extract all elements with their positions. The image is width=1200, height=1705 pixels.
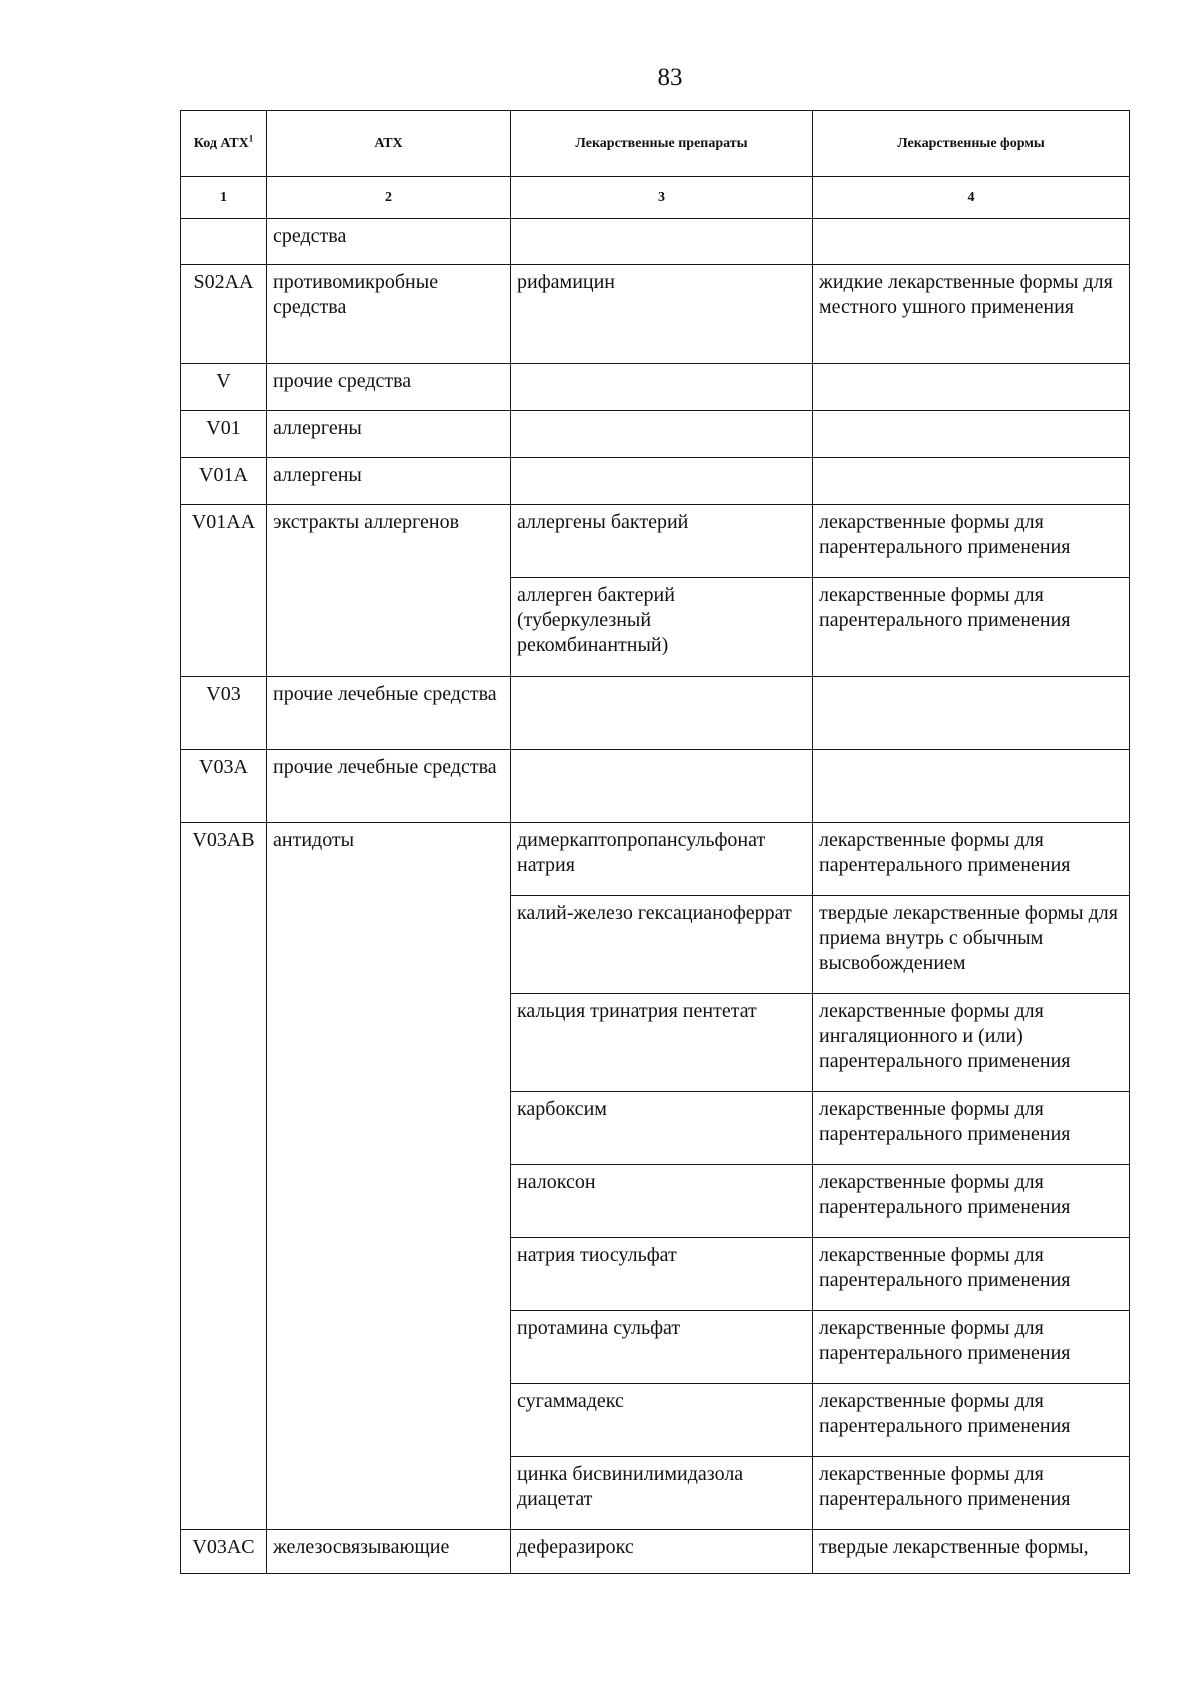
atx-name-cell: аллергены [267,411,511,458]
drug-cell: натрия тиосульфат [511,1238,813,1311]
header-atx: АТХ [267,111,511,177]
form-cell: лекарственные формы для парентерального применения [813,578,1130,677]
table-row [181,364,1130,411]
atx-name-cell: средства [267,219,511,265]
header-code: Код АТХ$^1$ [181,111,267,177]
drug-cell [511,677,813,750]
drug-cell: карбоксим [511,1092,813,1165]
table-row [181,505,1130,578]
atx-name-cell: прочие лечебные средства [267,677,511,750]
atx-code-cell: V01A [181,458,267,505]
form-cell [813,750,1130,823]
atx-code-cell [181,219,267,265]
atx-name-cell: прочие средства [267,364,511,411]
drug-cell: рифамицин [511,265,813,364]
form-cell: лекарственные формы для парентерального применения [813,1384,1130,1457]
form-cell: лекарственные формы для парентерального применения [813,1238,1130,1311]
atx-code-cell: V01AA [181,505,267,677]
drug-cell [511,411,813,458]
form-cell: лекарственные формы для парентерального применения [813,505,1130,578]
table-row [181,750,1130,823]
form-cell [813,364,1130,411]
drug-cell [511,219,813,265]
atx-name-cell: антидоты [267,823,511,1530]
atx-code-cell: V03A [181,750,267,823]
atx-name-cell: противомикробные средства [267,265,511,364]
drug-cell: калий-железо гексацианоферрат [511,896,813,994]
atx-code-cell: S02AA [181,265,267,364]
table-row [181,265,1130,364]
drug-cell [511,364,813,411]
table-row [181,411,1130,458]
drug-cell: димеркаптопропансульфонат натрия [511,823,813,896]
drug-cell: деферазирокс [511,1530,813,1574]
atx-code-cell: V03AB [181,823,267,1530]
column-number-row [181,177,1130,219]
form-cell: лекарственные формы для парентерального применения [813,823,1130,896]
drug-cell [511,458,813,505]
atx-name-cell: экстракты аллергенов [267,505,511,677]
form-cell [813,411,1130,458]
atx-table [180,110,1130,1574]
form-cell: лекарственные формы для парентерального применения [813,1311,1130,1384]
atx-code-cell: V01 [181,411,267,458]
drug-cell: аллерген бактерий (туберкулезный рекомбинантный) [511,578,813,677]
drug-cell: протамина сульфат [511,1311,813,1384]
atx-name-cell: аллергены [267,458,511,505]
form-cell: лекарственные формы для ингаляционного и (или) парентерального применения [813,994,1130,1092]
drug-cell: сугаммадекс [511,1384,813,1457]
form-cell: лекарственные формы для парентерального применения [813,1165,1130,1238]
table-header-row [181,111,1130,177]
form-cell: твердые лекарственные формы, [813,1530,1130,1574]
table-row [181,458,1130,505]
table-row [181,677,1130,750]
form-cell [813,677,1130,750]
table-row [181,1530,1130,1574]
form-cell: лекарственные формы для парентерального применения [813,1092,1130,1165]
form-cell [813,219,1130,265]
drug-cell: аллергены бактерий [511,505,813,578]
drug-cell: налоксон [511,1165,813,1238]
header-code-footnote: 1 [248,133,254,144]
atx-code-cell: V03 [181,677,267,750]
column-number: 3 [511,177,813,219]
form-cell: жидкие лекарственные формы для местного ушного применения [813,265,1130,364]
form-cell: твердые лекарственные формы для приема внутрь с обычным высвобождением [813,896,1130,994]
column-number: 2 [267,177,511,219]
page-number: 83 [657,64,683,91]
drug-cell [511,750,813,823]
atx-code-cell: V03AC [181,1530,267,1574]
table-row [181,823,1130,896]
table-row [181,219,1130,265]
column-number: 4 [813,177,1130,219]
drug-cell: цинка бисвинилимидазола диацетат [511,1457,813,1530]
atx-code-cell: V [181,364,267,411]
header-forms: Лекарственные формы [813,111,1130,177]
column-number: 1 [181,177,267,219]
atx-name-cell: железосвязывающие [267,1530,511,1574]
header-drugs: Лекарственные препараты [511,111,813,177]
form-cell [813,458,1130,505]
drug-cell: кальция тринатрия пентетат [511,994,813,1092]
form-cell: лекарственные формы для парентерального применения [813,1457,1130,1530]
atx-name-cell: прочие лечебные средства [267,750,511,823]
